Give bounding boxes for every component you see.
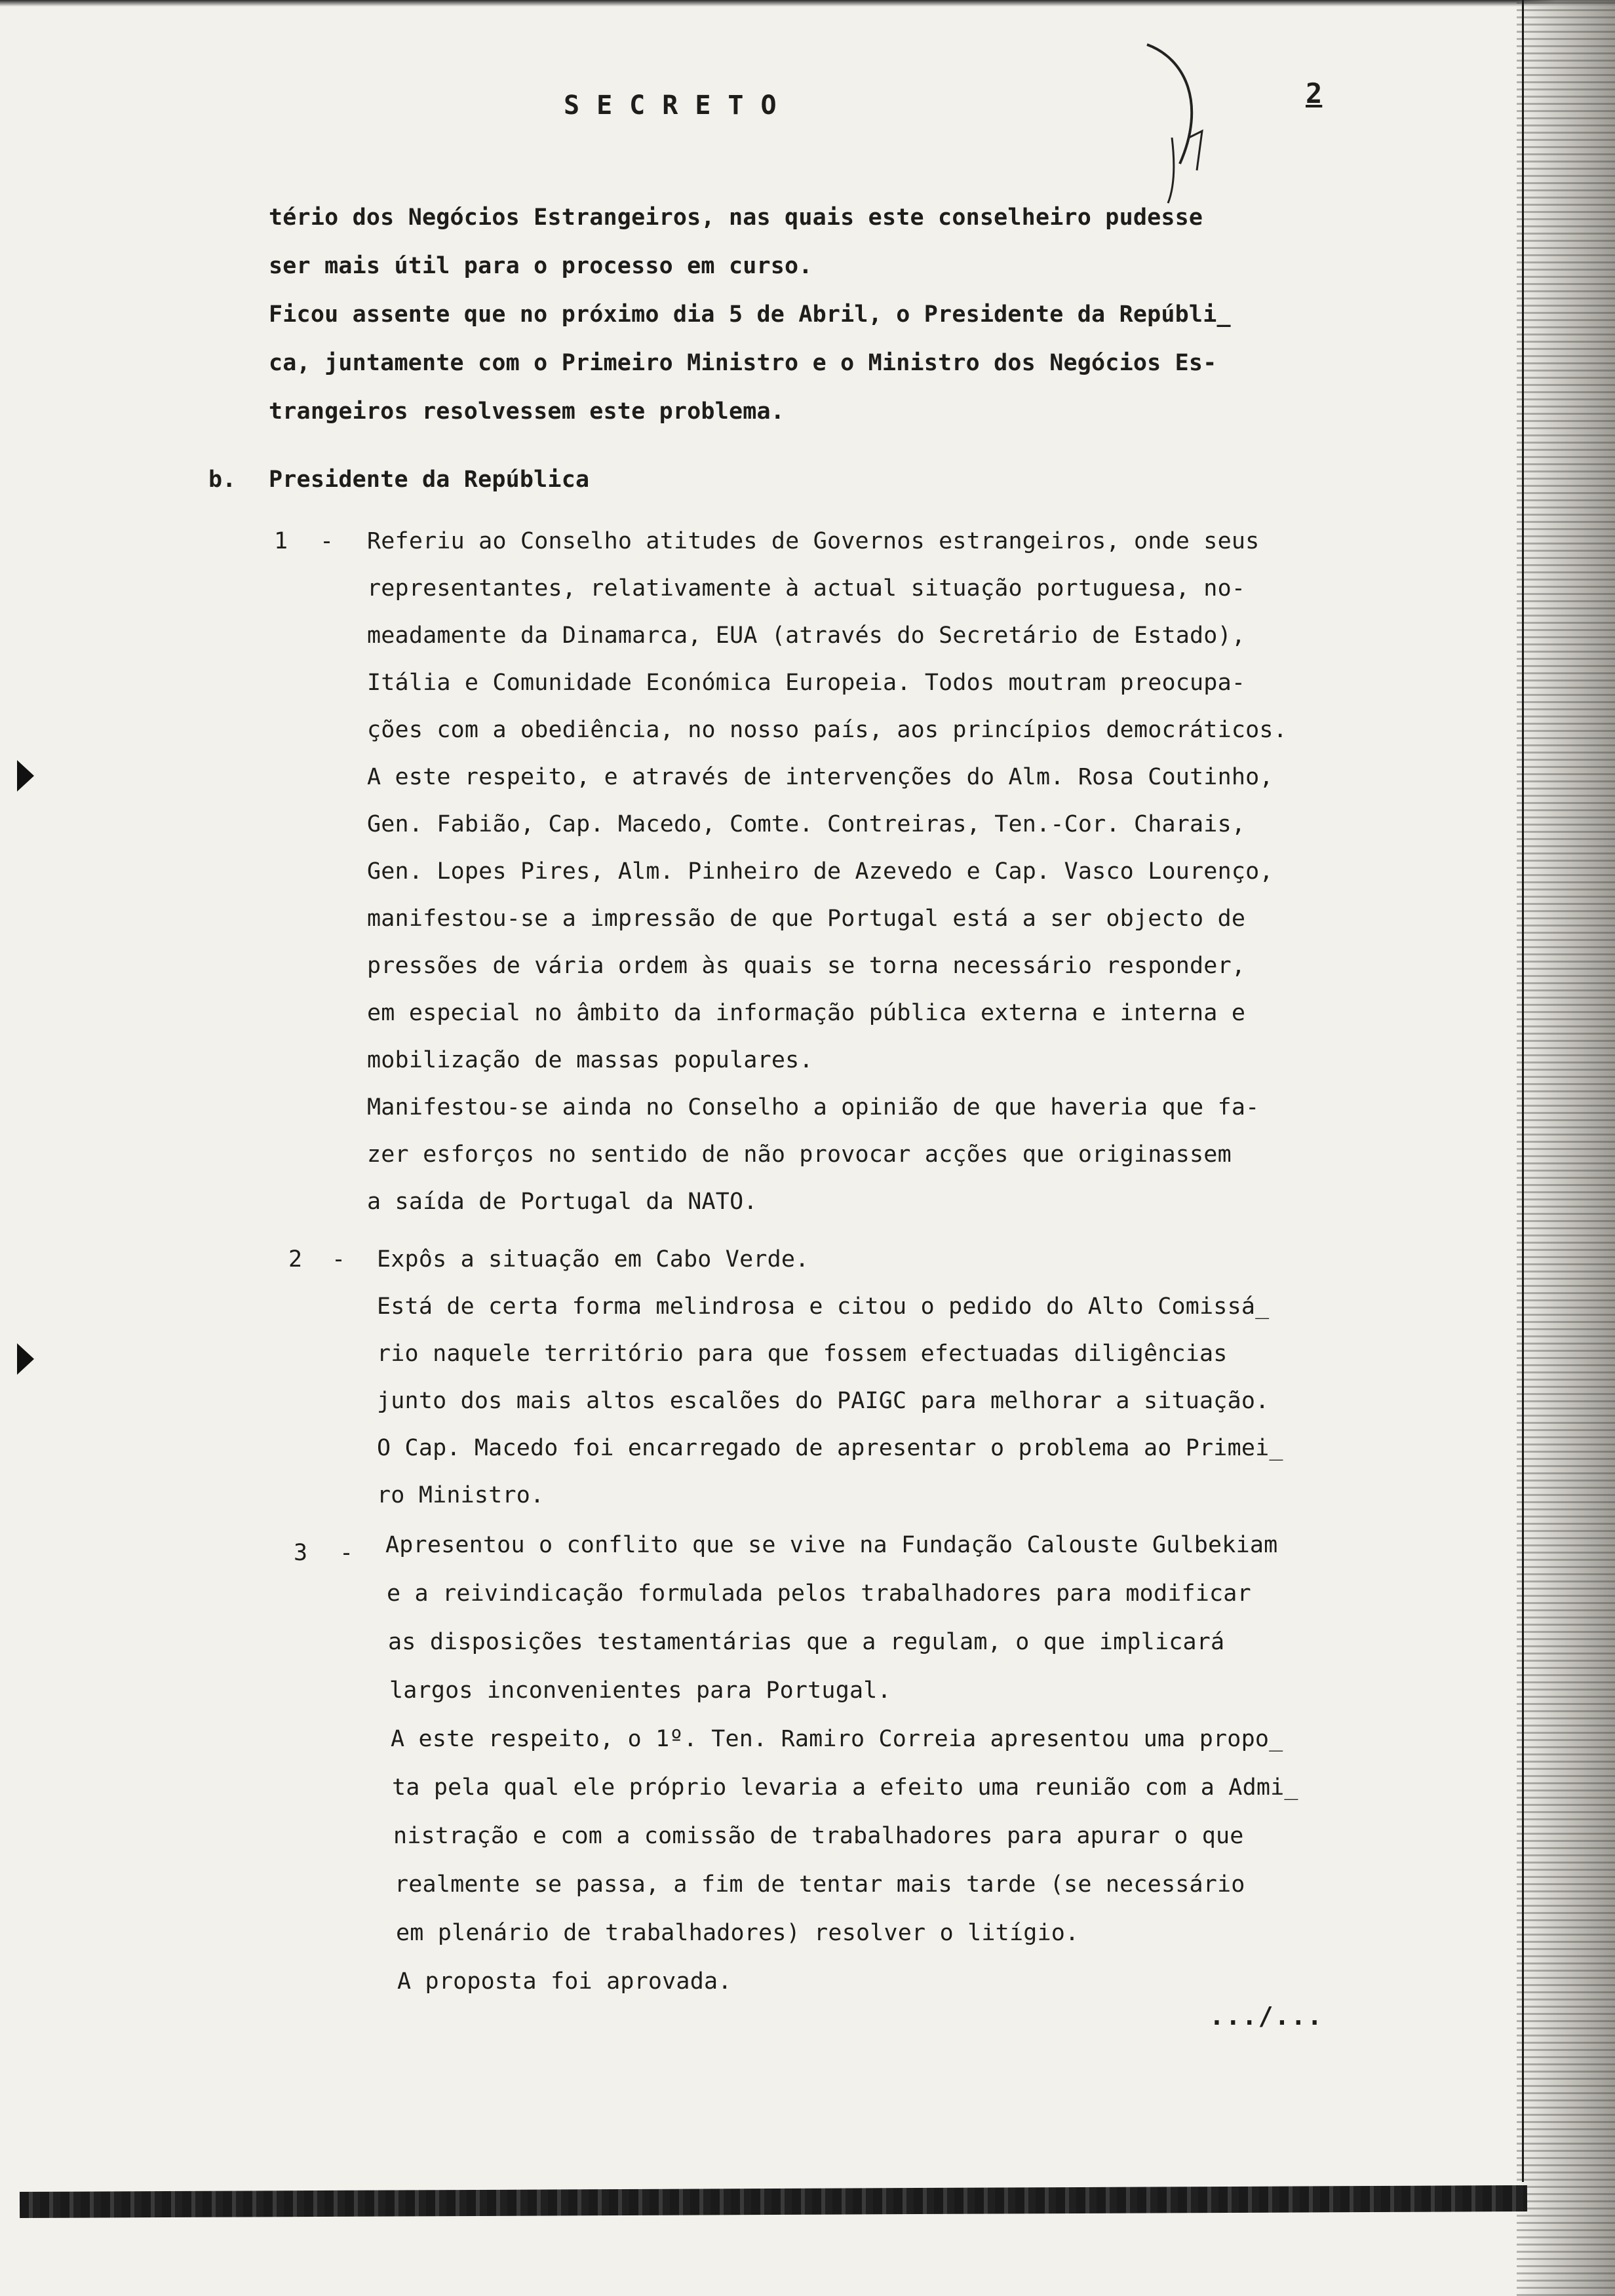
item-line: realmente se passa, a fim de tentar mais tarde (se necessário [395,1871,1245,1898]
item-line: Referiu ao Conselho atitudes de Governos estrangeiros, onde seus [367,528,1260,554]
intro-line: trangeiros resolvessem este problema. [269,398,785,425]
intro-line: Ficou assente que no próximo dia 5 de Abril, o Presidente da Repúbli_ [269,301,1231,328]
item-line: as disposições testamentárias que a regulam, o que implicará [388,1629,1225,1655]
scan-edge-top [0,0,1615,7]
item-line: em especial no âmbito da informação pública externa e interna e [367,1000,1246,1026]
item-line: ta pela qual ele próprio levaria a efeito uma reunião com a Admi_ [392,1774,1298,1801]
item-line: Apresentou o conflito que se vive na Fundação Calouste Gulbekiam [385,1532,1278,1558]
intro-line: tério dos Negócios Estrangeiros, nas quais este conselheiro pudesse [269,204,1203,231]
item-line: em plenário de trabalhadores) resolver o litígio. [396,1920,1080,1946]
item-line: a saída de Portugal da NATO. [367,1189,758,1215]
classification-header: SECRETO [564,90,794,121]
item-line: nistração e com a comissão de trabalhadores para apurar o que [393,1823,1244,1849]
item-dash: - [332,1246,346,1272]
item-number: 2 [288,1246,303,1272]
item-line: Expôs a situação em Cabo Verde. [377,1246,809,1272]
item-dash: - [320,528,334,554]
scan-edge-bottom [20,2185,1527,2218]
section-title: Presidente da República [269,467,590,493]
item-line: largos inconvenientes para Portugal. [389,1677,891,1704]
item-line: mobilização de massas populares. [367,1047,813,1073]
item-line: A proposta foi aprovada. [397,1968,732,1995]
intro-line: ca, juntamente com o Primeiro Ministro e o Ministro dos Negócios Es- [269,350,1217,376]
item-number: 3 [294,1540,308,1566]
scan-edge-right [1517,0,1615,2296]
punch-hole-mark-icon [17,1343,34,1375]
item-line: Manifestou-se ainda no Conselho a opinião de que haveria que fa- [367,1094,1260,1120]
item-line: meadamente da Dinamarca, EUA (através do Secretário de Estado), [367,622,1246,649]
item-line: Está de certa forma melindrosa e citou o pedido do Alto Comissá_ [377,1293,1270,1320]
item-line: Itália e Comunidade Económica Europeia. Todos moutram preocupa- [367,670,1246,696]
item-line: zer esforços no sentido de não provocar acções que originassem [367,1141,1232,1168]
item-line: O Cap. Macedo foi encarregado de apresentar o problema ao Primei_ [377,1435,1283,1461]
item-line: junto dos mais altos escalões do PAIGC para melhorar a situação. [377,1388,1270,1414]
item-number: 1 [274,528,288,554]
item-line: ções com a obediência, no nosso país, aos princípios democráticos. [367,717,1287,743]
item-line: Gen. Fabião, Cap. Macedo, Comte. Contreiras, Ten.-Cor. Charais, [367,811,1246,837]
item-line: A este respeito, e através de intervenções do Alm. Rosa Coutinho, [367,764,1274,790]
item-dash: - [340,1540,354,1566]
scan-page-edge-line [1522,0,1524,2182]
intro-line: ser mais útil para o processo em curso. [269,253,813,279]
handwritten-mark-icon [1134,39,1226,210]
page-number: 2 [1306,77,1323,109]
continuation-mark: .../... [1209,2002,1324,2031]
item-line: pressões de vária ordem às quais se torna necessário responder, [367,953,1246,979]
item-line: rio naquele território para que fossem efectuadas diligências [377,1341,1228,1367]
item-line: A este respeito, o 1º. Ten. Ramiro Correia apresentou uma propo_ [391,1726,1283,1752]
item-line: Gen. Lopes Pires, Alm. Pinheiro de Azevedo e Cap. Vasco Lourenço, [367,858,1274,885]
item-line: e a reivindicação formulada pelos trabalhadores para modificar [387,1580,1251,1607]
section-letter: b. [208,467,237,493]
item-line: representantes, relativamente à actual situação portuguesa, no- [367,575,1246,602]
item-line: ro Ministro. [377,1482,545,1508]
punch-hole-mark-icon [17,760,34,792]
item-line: manifestou-se a impressão de que Portugal está a ser objecto de [367,906,1246,932]
